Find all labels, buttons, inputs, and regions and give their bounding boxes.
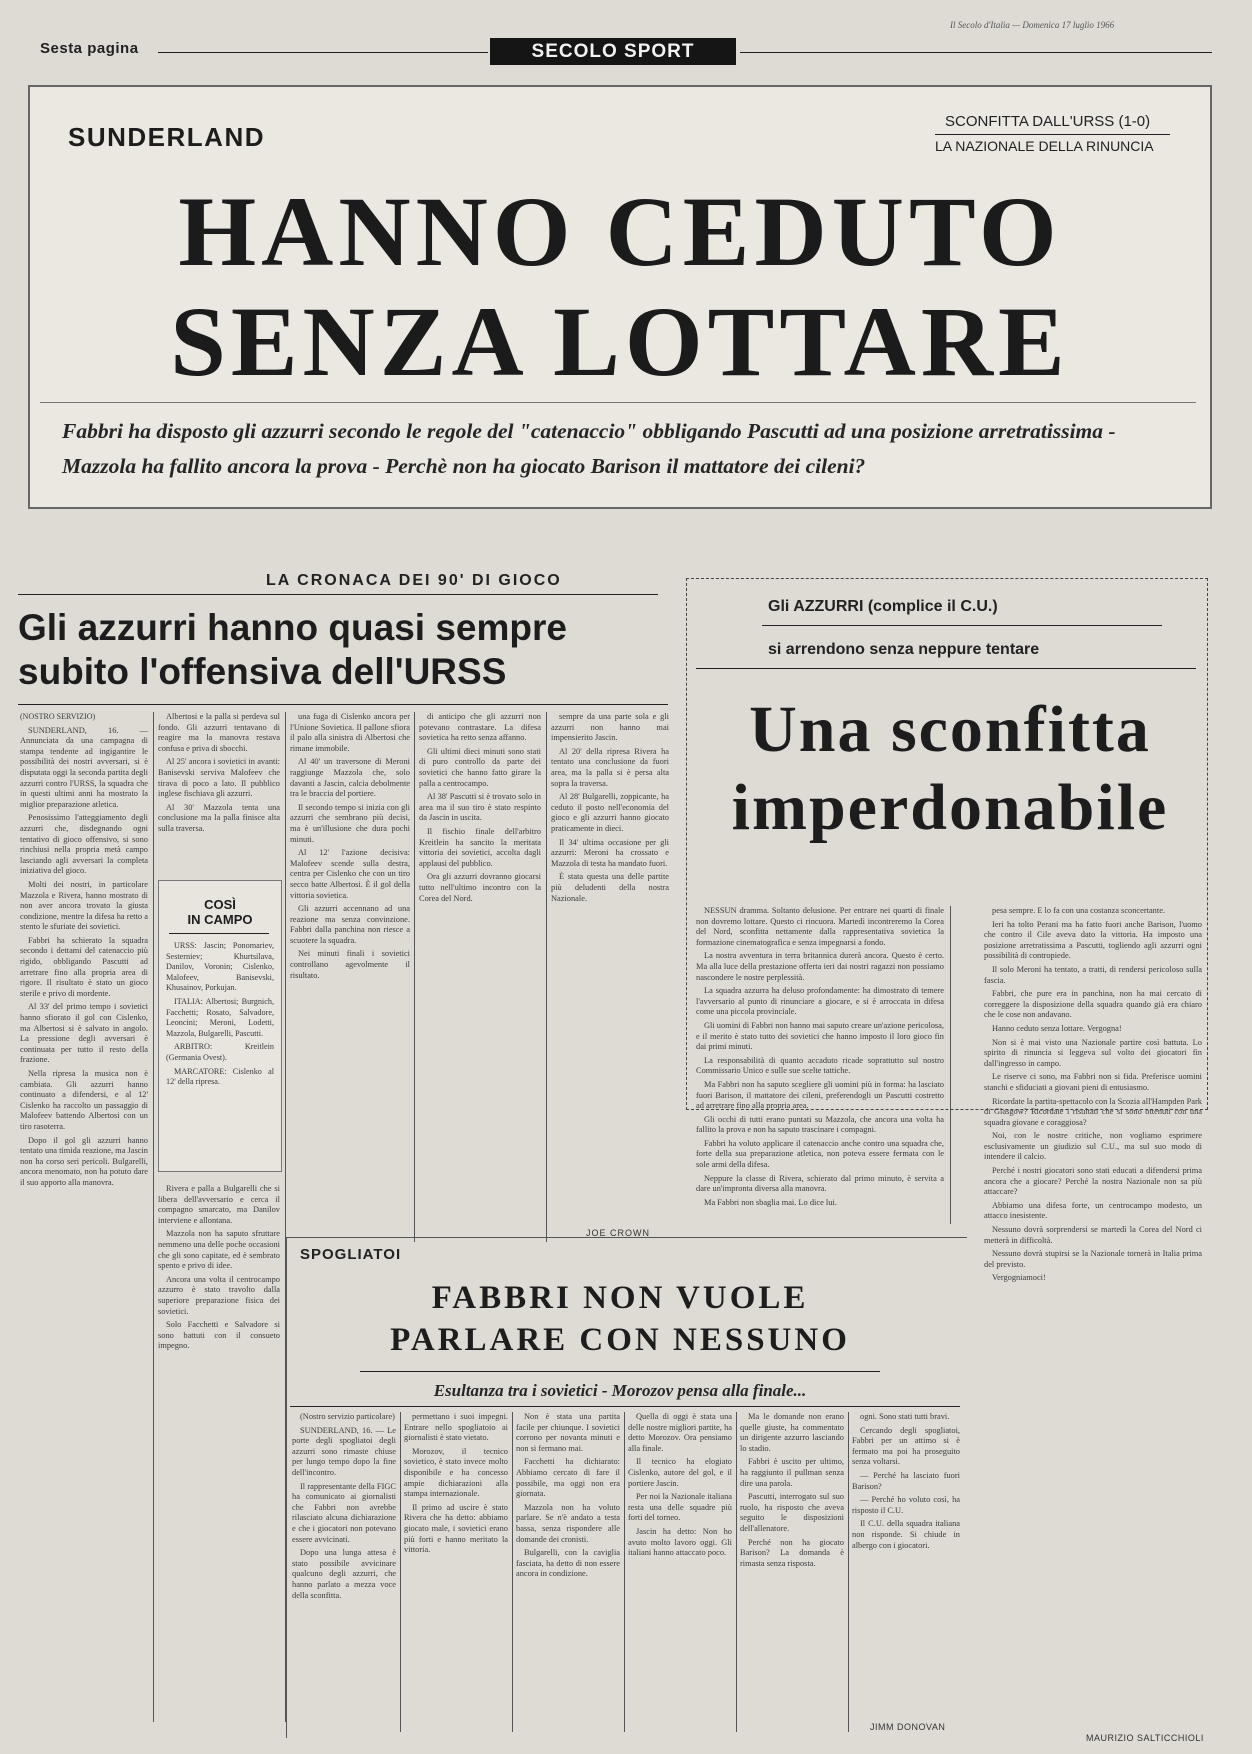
spogliatoi-paragraph: Quella di oggi è stata una delle nostre migliori partite, ha detto Morozov. Ora pensiamo alla finale. xyxy=(628,1412,732,1453)
cronaca-col-2-top xyxy=(158,712,280,870)
column-divider xyxy=(414,712,415,1242)
cronaca-col4-paragraph: di anticipo che gli azzurri non potevano contrastare. La difesa sovietica ha retto senza affanno. xyxy=(419,712,541,743)
spogliatoi-paragraph: permettano i suoi impegni. Entrare nello spogliatoio ai giornalisti è stato vietato. xyxy=(404,1412,508,1443)
spogliatoi-paragraph: Pascutti, interrogato sul suo ruolo, ha risposto che aveva seguito le disposizioni dell'allenatore. xyxy=(740,1492,844,1533)
sconfitta-colB-paragraph: Ma Fabbri non ha saputo scegliere gli uomini più in forma: ha lasciato fuori Barison, il mattatore dei cileni, preferendogli un Pascutti costretto ad arretrare fino alla propria area. xyxy=(696,1079,944,1111)
sconfitta-kicker-1: Gli AZZURRI (complice il C.U.) xyxy=(768,598,998,615)
spogliatoi-col-3 xyxy=(516,1412,620,1734)
cronaca-col3-paragraph: una fuga di Cislenko ancora per l'Unione Sovietica. Il pallone sfiora il palo alla sinistra di Albertosi che rimane immobile. xyxy=(290,712,410,753)
cronaca-col2-paragraph: Albertosi e la palla si perdeva sul fondo. Gli azzurri tentavano di reagire ma la manovra restava confusa e priva di sbocchi. xyxy=(158,712,280,753)
sconfitta-colC-paragraph: Nessuno dovrà stupirsi se la Nazionale tornerà in Italia prima del previsto. xyxy=(984,1249,1202,1269)
spogliatoi-paragraph: SUNDERLAND, 16. — Le porte degli spogliatoi degli azzurri sono rimaste chiuse per lungo tempo dopo la fine dell'incontro. xyxy=(292,1425,396,1477)
sconfitta-colA-paragraph: La squadra azzurra ha deluso profondamente: ha dimostrato di temere l'avversario al punto di rinunciare a giocare, e si è arroccata in difesa come una piccola provinciale. xyxy=(696,986,944,1017)
spogliatoi-rule xyxy=(360,1371,880,1372)
spogliatoi-paragraph: — Perché ha lasciato fuori Barison? xyxy=(852,1470,960,1491)
sconfitta-colC-paragraph: pesa sempre. E lo fa con una costanza sconcertante. xyxy=(992,906,1166,915)
column-divider xyxy=(153,712,154,1722)
sconfitta-headline-2: imperdonabile xyxy=(731,771,1169,844)
sconfitta-colC-paragraph: Noi, con le nostre critiche, non vogliamo esprimere esclusivamente un giudizio sul C.U., ma sul suo modo di intendere il calcio. xyxy=(984,1131,1202,1162)
sconfitta-colB-paragraph: Ma Fabbri non sbaglia mai. Lo dice lui. xyxy=(704,1197,837,1207)
spogliatoi-kicker: SPOGLIATOI xyxy=(300,1246,402,1263)
sconfitta-colC-paragraph: Hanno ceduto senza lottare. Vergogna! xyxy=(992,1023,1122,1033)
spogliatoi-col-2 xyxy=(404,1412,508,1734)
lead-kicker: SUNDERLAND xyxy=(68,122,265,152)
header-rule-left xyxy=(158,52,488,53)
cronaca-col4-paragraph: Ora gli azzurri dovranno giocarsi tutto nell'ultimo incontro con la Corea del Nord. xyxy=(419,872,541,903)
sconfitta-colB-paragraph: Fabbri ha voluto applicare il catenaccio anche contro una squadra che, forte della sua preparazione atletica, non poteva essere fermata con le sole armi della difesa. xyxy=(696,1138,944,1170)
cronaca-col3-paragraph: Il secondo tempo si inizia con gli azzurri che sembrano più decisi, ma è un'illusione che dura pochi minuti. xyxy=(290,802,410,844)
sconfitta-colA-paragraph: Gli uomini di Fabbri non hanno mai saputo creare un'azione pericolosa, e il merito è stato tutto dei sovietici che hanno imposto il loro gioco fin dai primi minuti. xyxy=(696,1020,944,1052)
spogliatoi-col-1 xyxy=(292,1412,396,1734)
spogliatoi-paragraph: Il primo ad uscire è stato Rivera che ha detto: abbiamo giocato male, i sovietici erano più forti e hanno meritato la vittoria. xyxy=(404,1502,508,1555)
dateline: Il Secolo d'Italia — Domenica 17 luglio 1966 xyxy=(950,20,1115,30)
cronaca-headline: Gli azzurri hanno quasi sempre subito l'offensiva dell'URSS xyxy=(18,607,567,692)
spogliatoi-paragraph: Per noi la Nazionale italiana resta una delle squadre più forti del torneo. xyxy=(628,1492,732,1523)
spogliatoi-paragraph: Morozov, il tecnico sovietico, è stato invece molto disponibile e ha concesso ampie dichiarazioni alla stampa internazionale. xyxy=(404,1446,508,1499)
sconfitta-colC-paragraph: Nessuno dovrà sorprendersi se martedì la Corea del Nord ci metterà in difficoltà. xyxy=(984,1225,1202,1245)
cronaca-col1-paragraph: Penosissimo l'atteggiamento degli azzurri che, disdegnando ogni tentativo di gioco offensivo, si sono rinchiusi nella propria metà campo lasciando agli avversari la completa iniziativa del gioco. xyxy=(20,813,148,876)
lead-subhead: Fabbri ha disposto gli azzurri secondo le regole del "catenaccio" obbligando Pascutti ad una posizione arretratissima - Mazzola ha fallito ancora la prova - Perchè non ha giocato Barison il mattatore dei cileni? xyxy=(62,419,1116,478)
cronaca-col2-paragraph: Ancora una volta il centrocampo azzurro è stato travolto dalla superiore preparazione fisica dei sovietici. xyxy=(158,1274,280,1316)
spogliatoi-paragraph: Il C.U. della squadra italiana non risponde. Si chiude in albergo con i giocatori. xyxy=(852,1519,960,1550)
cronaca-col-5 xyxy=(551,712,669,1224)
sconfitta-colC-paragraph: Ricordate la partita-spettacolo con la Scozia all'Hampden Park di Glasgow? Ricordate i risultati che si sono ottenuti con una squadra giovane e coraggiosa? xyxy=(984,1096,1202,1127)
cronaca-col3-paragraph: Al 40' un traversone di Meroni raggiunge Mazzola che, solo davanti a Jascin, calcia debolmente tra le braccia del portiere. xyxy=(290,757,410,799)
spogliatoi-paragraph: Bulgarelli, con la caviglia fasciata, ha detto di non essere ancora in condizione. xyxy=(516,1548,620,1579)
lineup-line: MARCATORE: Cislenko al 12' della ripresa. xyxy=(166,1066,274,1087)
sconfitta-colB-paragraph: Gli occhi di tutti erano puntati su Mazzola, che ancora una volta ha fallito la prova e non ha saputo trascinare i compagni. xyxy=(696,1114,944,1135)
sconfitta-colA-paragraph: La responsabilità di quanto accaduto ricade soprattutto sul nostro Commissario Unico e sulle sue scelte tattiche. xyxy=(696,1055,944,1076)
cronaca-col2-paragraph: Al 30' Mazzola tenta una conclusione ma la palla finisce alta sulla traversa. xyxy=(158,802,280,833)
sconfitta-colC-paragraph: Perché i nostri giocatori sono stati educati a difendersi prima ancora che a giocare? Perché la nostra Nazionale non sa più attaccare? xyxy=(984,1166,1202,1197)
spogliatoi-paragraph: Non è stata una partita facile per chiunque. I sovietici corrono per novanta minuti e non si fermano mai. xyxy=(516,1412,620,1453)
sconfitta-colC-paragraph: Fabbri, che pure era in panchina, non ha mai cercato di correggere la disposizione della squadra quando già era chiaro che le cose non andavano. xyxy=(984,989,1202,1020)
cronaca-col-4 xyxy=(419,712,541,1244)
column-divider xyxy=(400,1412,401,1732)
cronaca-col-1 xyxy=(20,712,148,1732)
lineup-text xyxy=(166,941,274,1163)
cronaca-col4-paragraph: Al 38' Pascutti si è trovato solo in area ma il suo tiro è stato respinto da Jascin in uscita. xyxy=(419,792,541,823)
cronaca-col3-paragraph: Al 12' l'azione decisiva: Malofeev scende sulla destra, centra per Cislenko che con un tiro secco batte Albertosi. È il gol della vittoria sovietica. xyxy=(290,848,410,900)
cronaca-col1-paragraph: Molti dei nostri, in particolare Mazzola e Rivera, hanno mostrato di non aver ancora trovato la giusta condizione, mentre la difesa ha retto a stento le sfuriate dei sovietici. xyxy=(20,879,148,932)
lead-side-line-1: SCONFITTA DALL'URSS (1-0) xyxy=(945,113,1151,130)
spogliatoi-signature: JIMM DONOVAN xyxy=(870,1722,946,1732)
lineup-title-1: COSÌ xyxy=(204,897,236,912)
lead-headline-2: SENZA LOTTARE xyxy=(170,286,1070,397)
lineup-line: ARBITRO: Kreitlein (Germania Ovest). xyxy=(166,1042,274,1062)
cronaca-rule xyxy=(18,704,668,705)
spogliatoi-paragraph: Dopo una lunga attesa è stato possibile avvicinare qualcuno degli azzurri, che hanno parlato a mezza voce della sconfitta. xyxy=(292,1548,396,1600)
cronaca-col5-paragraph: Al 28' Bulgarelli, zoppicante, ha ceduto il posto nell'economia del gioco e gli azzurri hanno giocato praticamente in dieci. xyxy=(551,792,669,833)
sconfitta-colC-paragraph: Il solo Meroni ha tentato, a tratti, di rendersi pericoloso sulla fascia. xyxy=(984,964,1202,985)
spogliatoi-paragraph: Il rappresentante della FIGC ha comunicato ai giornalisti che Fabbri non avrebbe rilasciato alcuna dichiarazione e che i giocatori non potevano essere avvicinati. xyxy=(292,1481,396,1544)
spogliatoi-paragraph: Jascin ha detto: Non ho avuto molto lavoro oggi. Gli italiani hanno attaccato poco. xyxy=(628,1526,732,1558)
spogliatoi-paragraph: — Perché ho voluto così, ha risposto il C.U. xyxy=(852,1495,960,1515)
cronaca-col2-paragraph: Rivera e palla a Bulgarelli che si libera dell'avversario e cerca il compagno smarcato, ma Danilov interviene e allontana. xyxy=(158,1184,280,1225)
lineup-line: URSS: Jascin; Ponomariev, Sesterniev; Khurtsilava, Danilov, Voronin; Cislenko, Malofeev, Banisevski, Khusainov, Porkujan. xyxy=(166,941,274,993)
sconfitta-signature: MAURIZIO SALTICCHIOLI xyxy=(1086,1733,1204,1743)
cronaca-col4-paragraph: Il fischio finale dell'arbitro Kreitlein ha sancito la meritata vittoria dei sovietici, accolta dagli applausi del pubblico. xyxy=(419,826,541,868)
sconfitta-col-c xyxy=(984,906,1202,1731)
spogliatoi-paragraph: Perché non ha giocato Barison? La domanda è rimasta senza risposta. xyxy=(740,1537,844,1568)
cronaca-kicker: LA CRONACA DEI 90' DI GIOCO xyxy=(266,572,562,589)
spogliatoi-col-5 xyxy=(740,1412,844,1734)
column-divider xyxy=(624,1412,625,1732)
sconfitta-colC-paragraph: Le riserve ci sono, ma Fabbri non si fida. Preferisce uomini stanchi e sfiduciati a giovani pieni di entusiasmo. xyxy=(984,1072,1202,1092)
spogliatoi-paragraph: Facchetti ha dichiarato: Abbiamo cercato di fare il possibile, ma oggi non era giornata. xyxy=(516,1457,620,1499)
sconfitta-col-a xyxy=(696,906,944,1224)
cronaca-col5-paragraph: Al 20' della ripresa Rivera ha tentato una conclusione da fuori area, ma la palla si è persa alta sopra la traversa. xyxy=(551,746,669,788)
sconfitta-kicker-rule xyxy=(762,625,1162,626)
cronaca-col2-paragraph: Solo Facchetti e Salvadore si sono battuti con il consueto impegno. xyxy=(158,1320,280,1351)
cronaca-col-2-bottom xyxy=(158,1184,280,1732)
spogliatoi-headline-1: FABBRI NON VUOLE xyxy=(431,1280,809,1316)
cronaca-col1-paragraph: SUNDERLAND, 16. — Annunciata da una campagna di stampa tendente ad ingigantire le possibilità dei nostri avversari, si è disputata oggi la seconda partita degli azzurri contro l'URSS, la squadra che in questi ultimi anni ha mostrato la miglior preparazione atletica. xyxy=(20,725,148,809)
cronaca-col2-paragraph: Mazzola non ha saputo sfruttare nemmeno una delle poche occasioni che gli sono capitate, ed è sembrato spento e privo di idee. xyxy=(158,1229,280,1271)
column-divider xyxy=(950,906,951,1224)
lineup-title-2: IN CAMPO xyxy=(187,912,253,927)
lineup-box xyxy=(158,880,282,1172)
cronaca-byline-head: (NOSTRO SERVIZIO) xyxy=(20,712,96,721)
cronaca-col1-paragraph: Dopo il gol gli azzurri hanno tentato una timida reazione, ma Jascin non ha corso seri pericoli. Bulgarelli, ancora menomato, non ha potuto dare il suo apporto alla manovra. xyxy=(20,1135,148,1187)
spogliatoi-paragraph: Mazzola non ha voluto parlare. Se n'è andato a testa bassa, senza rispondere alle domande dei cronisti. xyxy=(516,1502,620,1544)
sconfitta-colC-paragraph: Vergogniamoci! xyxy=(992,1273,1046,1283)
spogliatoi-paragraph: Ma le domande non erano quelle giuste, ha commentato un dirigente azzurro lasciando lo stadio. xyxy=(740,1412,844,1453)
cronaca-col5-paragraph: Il 34' ultima occasione per gli azzurri: Meroni ha crossato e Mazzola di testa ha mandato fuori. xyxy=(551,837,669,868)
column-divider xyxy=(512,1412,513,1732)
sconfitta-colB-paragraph: Neppure la classe di Rivera, schierato dal primo minuto, è servita a dare un'impronta diversa alla manovra. xyxy=(696,1173,944,1194)
sconfitta-colC-paragraph: Non si è mai visto una Nazionale partire così battuta. Lo spirito di rinuncia si leggeva sul volto dei giocatori fin dall'ingresso in campo. xyxy=(984,1037,1202,1068)
cronaca-col-3 xyxy=(290,712,410,1244)
sconfitta-kicker-2: si arrendono senza neppure tentare xyxy=(768,641,1040,658)
sconfitta-kicker-rule xyxy=(696,668,1196,669)
section-banner: SECOLO SPORT xyxy=(490,38,736,65)
sconfitta-colA-paragraph: La nostra avventura in terra britannica durerà ancora. Questo è certo. Ma alla luce della prestazione offerta ieri dai nostri ragazzi non possiamo nascondere le nostre perplessità. xyxy=(696,951,944,982)
spogliatoi-paragraph: Cercando degli spogliatoi, Fabbri per un attimo si è fermato ma poi ha proseguito senza voltarsi. xyxy=(852,1425,960,1467)
lead-headline-1: HANNO CEDUTO xyxy=(178,176,1062,287)
sconfitta-colC-paragraph: Ieri ha tolto Perani ma ha fatto fuori anche Barison, l'uomo che contro il Cile aveva dato la vittoria. Ha imposto una posizione arretratissima a Pascutti, togliendo agli azzurri ogni possibilità di contropiede. xyxy=(984,919,1202,961)
spogliatoi-subhead: Esultanza tra i sovietici - Morozov pensa alla finale... xyxy=(433,1381,807,1400)
column-divider xyxy=(546,712,547,1242)
cronaca-signature: JOE CROWN xyxy=(586,1228,650,1238)
spogliatoi-headline-2: PARLARE CON NESSUNO xyxy=(390,1322,850,1358)
lead-rule xyxy=(40,402,1196,403)
spogliatoi-rule xyxy=(290,1406,960,1407)
cronaca-col5-paragraph: È stata questa una delle partite più deludenti della nostra Nazionale. xyxy=(551,872,669,903)
header-rule-right xyxy=(740,52,1212,53)
cronaca-col4-paragraph: Gli ultimi dieci minuti sono stati di puro controllo da parte dei sovietici che hanno fatto girare la palla a centrocampo. xyxy=(419,746,541,788)
sconfitta-colA-paragraph: NESSUN dramma. Soltanto delusione. Per entrare nei quarti di finale non dovremo lottare. Questo ci rincuora. Martedì incontreremo la Corea del Nord, sconfitta nettamente dalla rappresentativa sovietica la formazione cinematografica e senza impegnarsi a fondo. xyxy=(696,906,944,947)
spogliatoi-paragraph: Il tecnico ha elogiato Cislenko, autore del gol, e il portiere Jascin. xyxy=(628,1457,732,1488)
cronaca-kicker-rule xyxy=(18,594,658,595)
spogliatoi-col-4 xyxy=(628,1412,732,1734)
cronaca-col1-paragraph: Nella ripresa la musica non è cambiata. Gli azzurri hanno continuato a difendersi, e al 12' Cislenko ha raccolto un passaggio di Malofeev battendo Albertosi con un tiro rasoterra. xyxy=(20,1069,148,1131)
cronaca-col3-paragraph: Gli azzurri accennano ad una reazione ma senza convinzione. Fabbri dalla panchina non riesce a scuotere la squadra. xyxy=(290,904,410,945)
cronaca-col2-paragraph: Al 25' ancora i sovietici in avanti: Banisevski serviva Malofeev che tirava di poco a lato. Il pubblico inglese fischiava gli azzurri. xyxy=(158,757,280,799)
cronaca-col5-paragraph: sempre da una parte sola e gli azzurri non hanno mai impensierito Jascin. xyxy=(551,712,669,743)
cronaca-col1-paragraph: Fabbri ha schierato la squadra secondo i dettami del catenaccio più rigido, obbligando Pascutti ad arretrare fino alla propria area di rigore. Il risultato è stato un gioco sterile e privo di mordente. xyxy=(20,935,148,998)
cronaca-col3-paragraph: Nei minuti finali i sovietici controllano agevolmente il risultato. xyxy=(290,949,410,980)
sconfitta-colC-paragraph: Abbiamo una difesa forte, un centrocampo modesto, un attacco inesistente. xyxy=(984,1200,1202,1221)
sconfitta-headline-1: Una sconfitta xyxy=(749,693,1151,766)
lead-side-rule xyxy=(935,134,1170,135)
spogliatoi-paragraph: Fabbri è uscito per ultimo, ha raggiunto il pullman senza dire una parola. xyxy=(740,1457,844,1488)
column-divider xyxy=(848,1412,849,1732)
spogliatoi-col-6 xyxy=(852,1412,960,1718)
page-label: Sesta pagina xyxy=(40,40,139,57)
column-divider xyxy=(736,1412,737,1732)
spogliatoi-paragraph: ogni. Sono stati tutti bravi. xyxy=(860,1412,950,1421)
lineup-line: ITALIA: Albertosi; Burgnich, Facchetti; Rosato, Salvadore, Leoncini; Meroni, Lodetti, Mazzola, Bulgarelli, Pascutti. xyxy=(166,996,274,1038)
lineup-rule xyxy=(169,933,269,934)
cronaca-col1-paragraph: Al 33' del primo tempo i sovietici hanno sfiorato il gol con Cislenko, ma Albertosi si è salvato in angolo. La pressione degli avversari è continuata per tutto il resto della frazione. xyxy=(20,1002,148,1065)
lead-side-line-2: LA NAZIONALE DELLA RINUNCIA xyxy=(935,138,1154,154)
spogliatoi-paragraph: (Nostro servizio particolare) xyxy=(300,1412,395,1421)
